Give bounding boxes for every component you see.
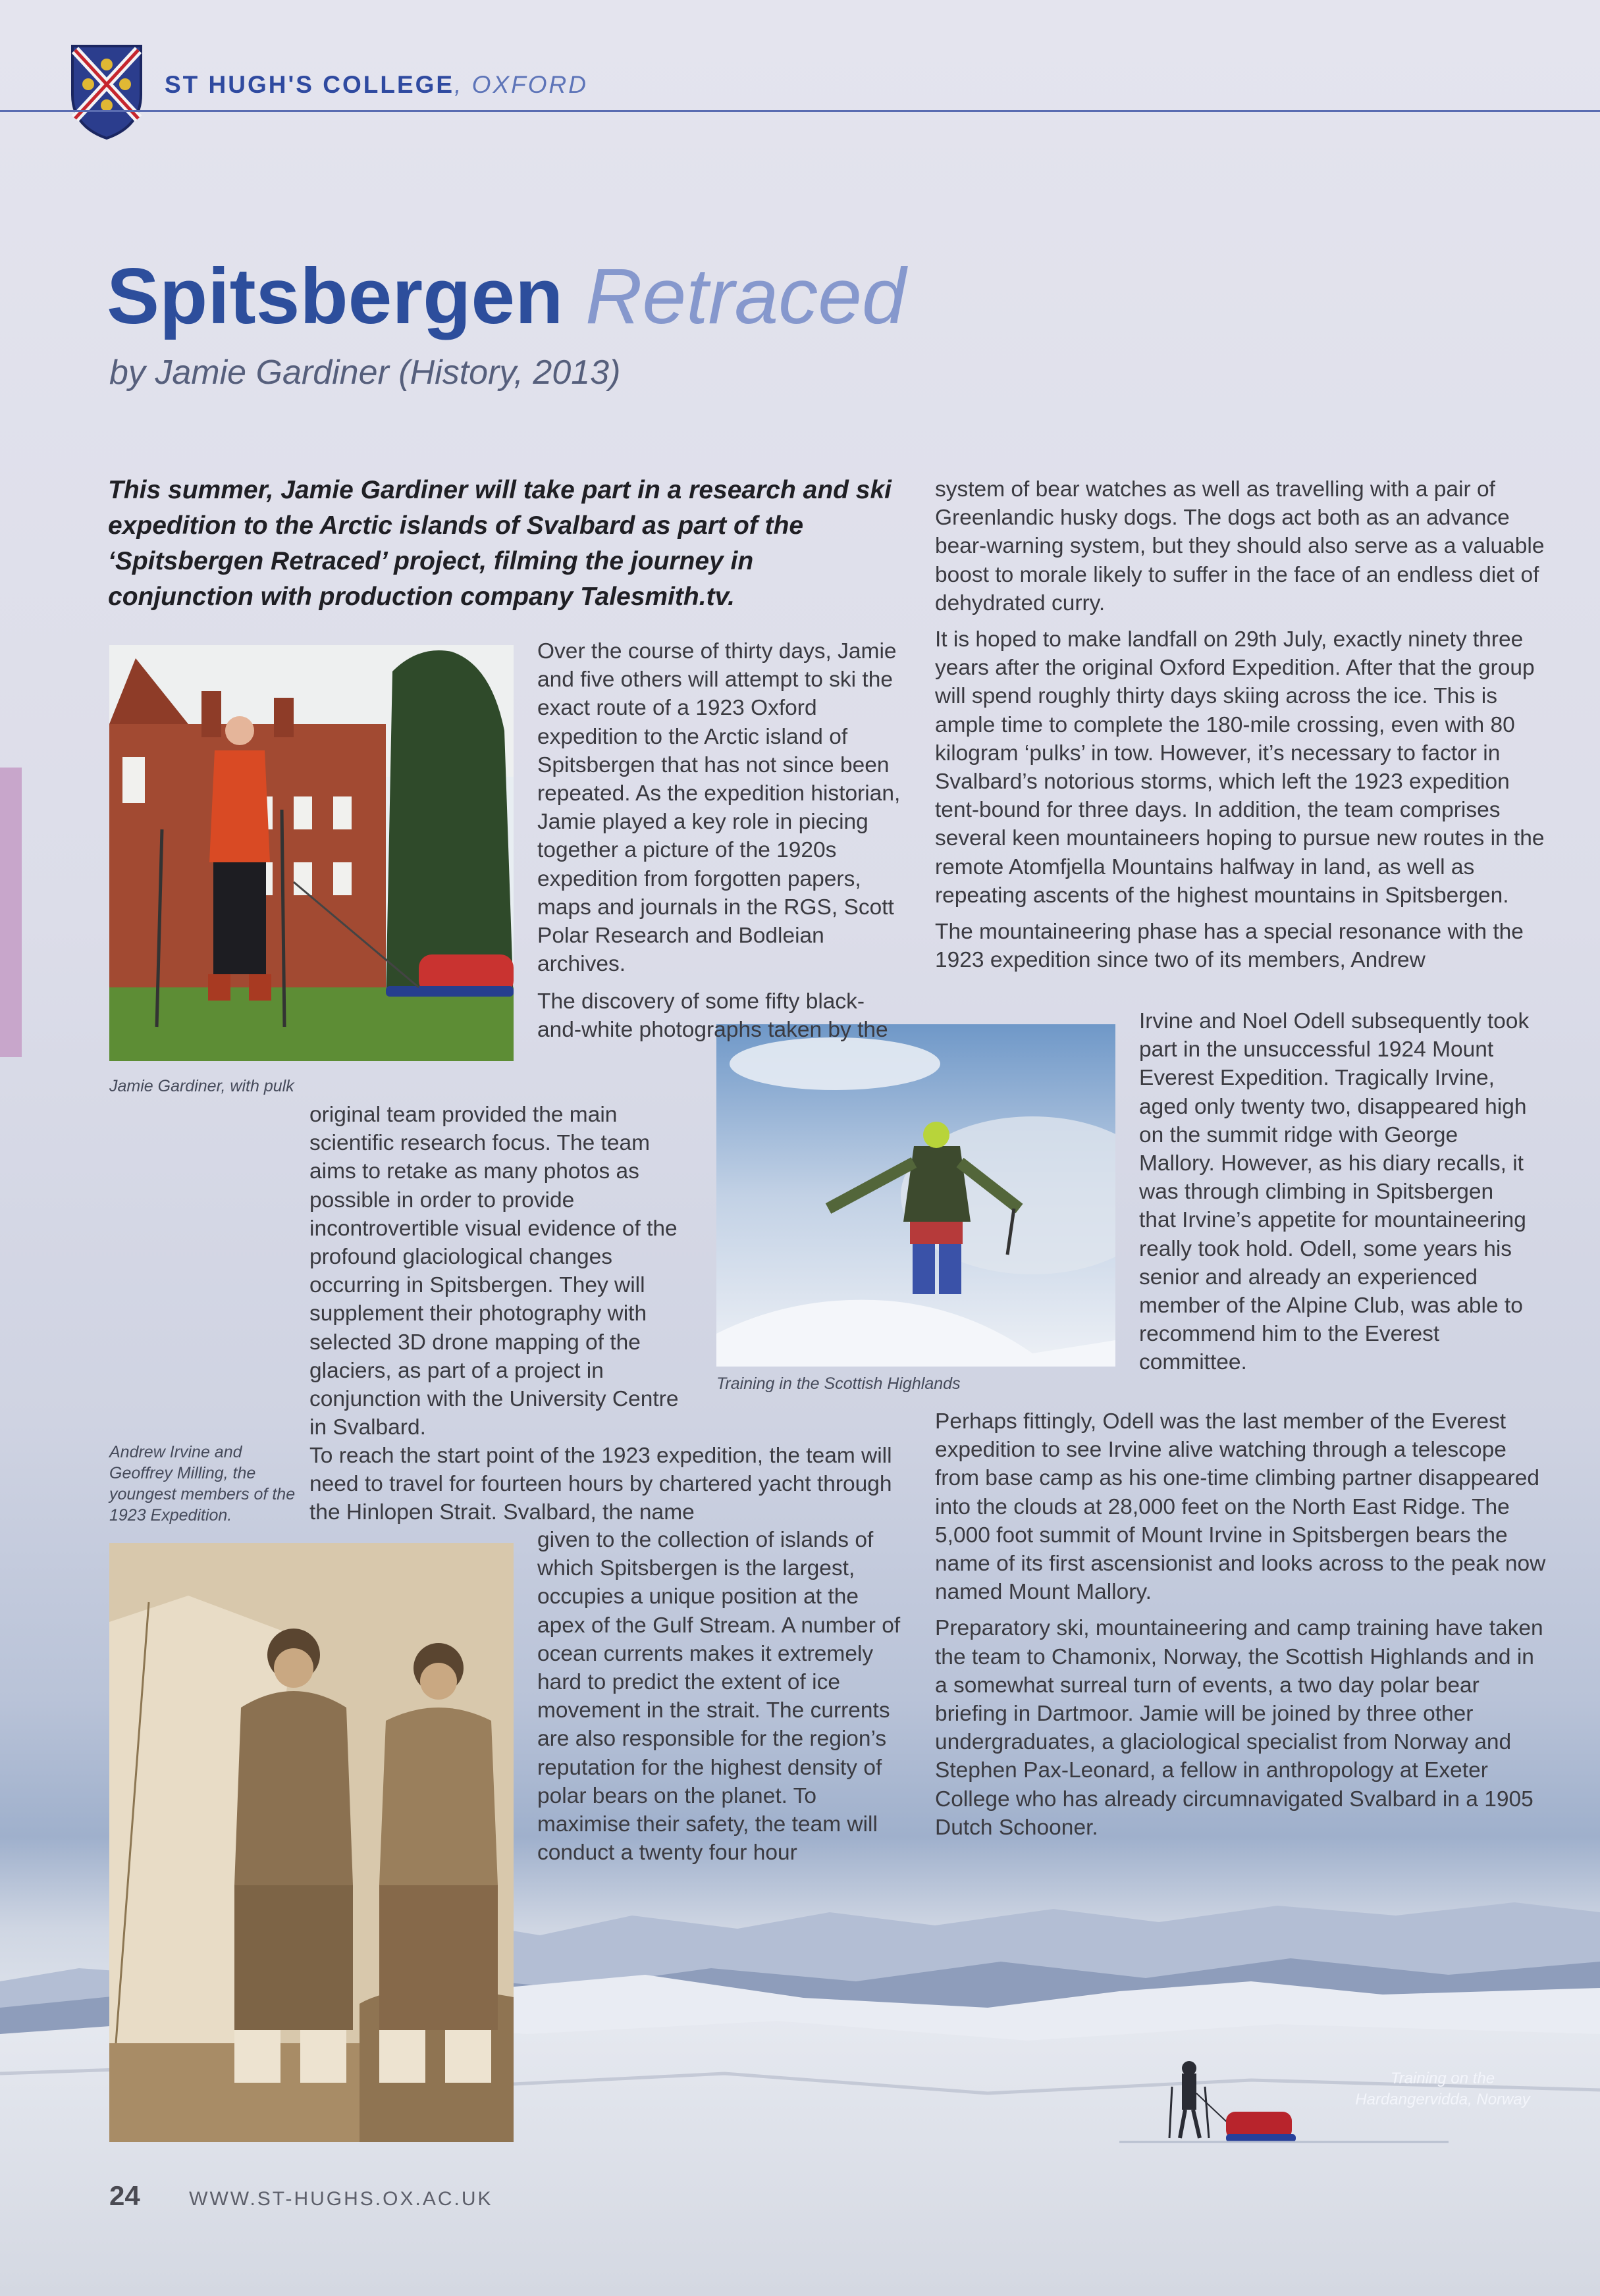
byline: by Jamie Gardiner (History, 2013) bbox=[109, 353, 621, 392]
caption-norway: Training on the Hardangervidda, Norway bbox=[1355, 2070, 1530, 2108]
body-p1: Over the course of thirty days, Jamie and five others will attempt to ski the exact route of a 1923 Oxford expedition to the Arctic island of Spitsbergen that has not since been repeated. As the expedition historian, Jamie played a key role in piecing together a picture of the 1920s expedition from forgotten papers, maps and journals in the RGS, Scott Polar Research and Bodleian archives. bbox=[537, 639, 901, 977]
photo-irvine-and-milling bbox=[109, 1543, 514, 2142]
body-p6b: Irvine and Noel Odell subsequently took part in the unsuccessful 1924 Mount Everest Expedition. Tragically Irvine, aged only twenty two, disappeared high on the summit ridge with George Mallory. However, as his diary recalls, it was through climbing in Spitsbergen that Irvine’s appetite for mountaineering really took hold. Odell, some years his senior and already an experienced member of the Alpine Club, was able to recommend him to the Everest committee. bbox=[1139, 1009, 1530, 1375]
college-name bbox=[165, 71, 588, 99]
website-url: WWW.ST-HUGHS.OX.AC.UK bbox=[189, 2188, 493, 2210]
page-footer bbox=[109, 2180, 493, 2212]
body-p5: It is hoped to make landfall on 29th July, exactly ninety three years after the original Oxford Expedition. After that the group will spend roughly thirty days skiing across the ice. This is ample time to complete the 180-mile crossing, even with 80 kilogram ‘pulks’ in tow. However, it’s necessary to factor in Svalbard’s notorious storms, which left the 1923 expedition tent-bound for three days. In addition, the team comprises several keen mountaineers hoping to pursue new routes in the remote Atomfjella Mountains halfway in land, as well as repeating ascents of the highest mountains in Spitsbergen. bbox=[935, 627, 1545, 908]
body-p8: Preparatory ski, mountaineering and camp training have taken the team to Chamonix, Norway, the Scottish Highlands and in a somewhat surreal turn of events, a two day polar bear briefing in Dartmoor. Jamie will be joined by three other undergraduates, a glaciological specialist from Norway and Stephen Pax-Leonard, a fellow in anthropology at Exeter College who has already circumnavigated Svalbard in a 1905 Dutch Schooner. bbox=[935, 1616, 1543, 1840]
college-crest-logo bbox=[68, 42, 145, 141]
body-p4: system of bear watches as well as travelling with a pair of Greenlandic husky dogs. The dogs act both as an advance bear-warning system, but they should also serve as a valuable boost to morale likely to suffer in the face of an endless diet of dehydrated curry. bbox=[935, 477, 1545, 615]
right-column-top bbox=[935, 475, 1547, 974]
page-number: 24 bbox=[109, 2180, 140, 2211]
caption-scottish: Training in the Scottish Highlands bbox=[716, 1374, 961, 1393]
title-main: Spitsbergen bbox=[107, 252, 564, 340]
caption-irvine: Andrew Irvine and Geoffrey Milling, the youngest members of the 1923 Expedition. bbox=[109, 1443, 296, 1525]
body-p7: Perhaps fittingly, Odell was the last member of the Everest expedition to see Irvine alive watching through a telescope from base camp as his one-time climbing partner disappeared into the clouds at 28,000 feet on the North East Ridge. The 5,000 foot summit of Mount Irvine in Spitsbergen bears the name of its first ascensionist and looks across to the peak now named Mount Mallory. bbox=[935, 1409, 1546, 1605]
intro-paragraph: This summer, Jamie Gardiner will take part in a research and ski expedition to the Arctic islands of Svalbard as part of the ‘Spitsbergen Retraced’ project, filming the journey in conjunction with production company Talesmith.tv. bbox=[108, 476, 892, 611]
body-p6a: The mountaineering phase has a special resonance with the 1923 expedition since two of its members, Andrew bbox=[935, 920, 1524, 973]
photo-scottish-highlands bbox=[716, 1024, 1115, 1367]
title-accent: Retraced bbox=[585, 252, 906, 340]
body-p3a: To reach the start point of the 1923 expedition, the team will need to travel for fourteen hours by chartered yacht through the Hinlopen Strait. Svalbard, the name bbox=[309, 1444, 892, 1525]
body-p3b: given to the collection of islands of which Spitsbergen is the largest, occupies a unique position at the apex of the Gulf Stream. A number of ocean currents makes it extremely hard to predict the extent of ice movement in the strait. The currents are also responsible for the region’s reputation for the highest density of polar bears on the planet. To maximise their safety, the team will conduct a twenty four hour bbox=[537, 1528, 901, 1866]
caption-jamie: Jamie Gardiner, with pulk bbox=[109, 1077, 294, 1095]
photo-jamie-with-pulk bbox=[109, 645, 514, 1061]
body-p2b: original team provided the main scientific research focus. The team aims to retake as many photos as possible in order to provide incontrovertible visual evidence of the profound glaciological changes occurring in Spitsbergen. They will supplement their photography with selected 3D drone mapping of the glaciers, as part of a project in conjunction with the University Centre in Svalbard. bbox=[309, 1103, 679, 1440]
right-column-bottom bbox=[935, 1407, 1547, 1842]
section-tab bbox=[0, 768, 22, 1057]
college-name-main: ST HUGH'S COLLEGE bbox=[165, 71, 455, 98]
body-p2a: The discovery of some fifty black-and-white photographs taken by the bbox=[537, 989, 888, 1043]
header-rule bbox=[0, 110, 1600, 112]
college-place: , OXFORD bbox=[454, 71, 588, 98]
article-title bbox=[107, 252, 906, 340]
